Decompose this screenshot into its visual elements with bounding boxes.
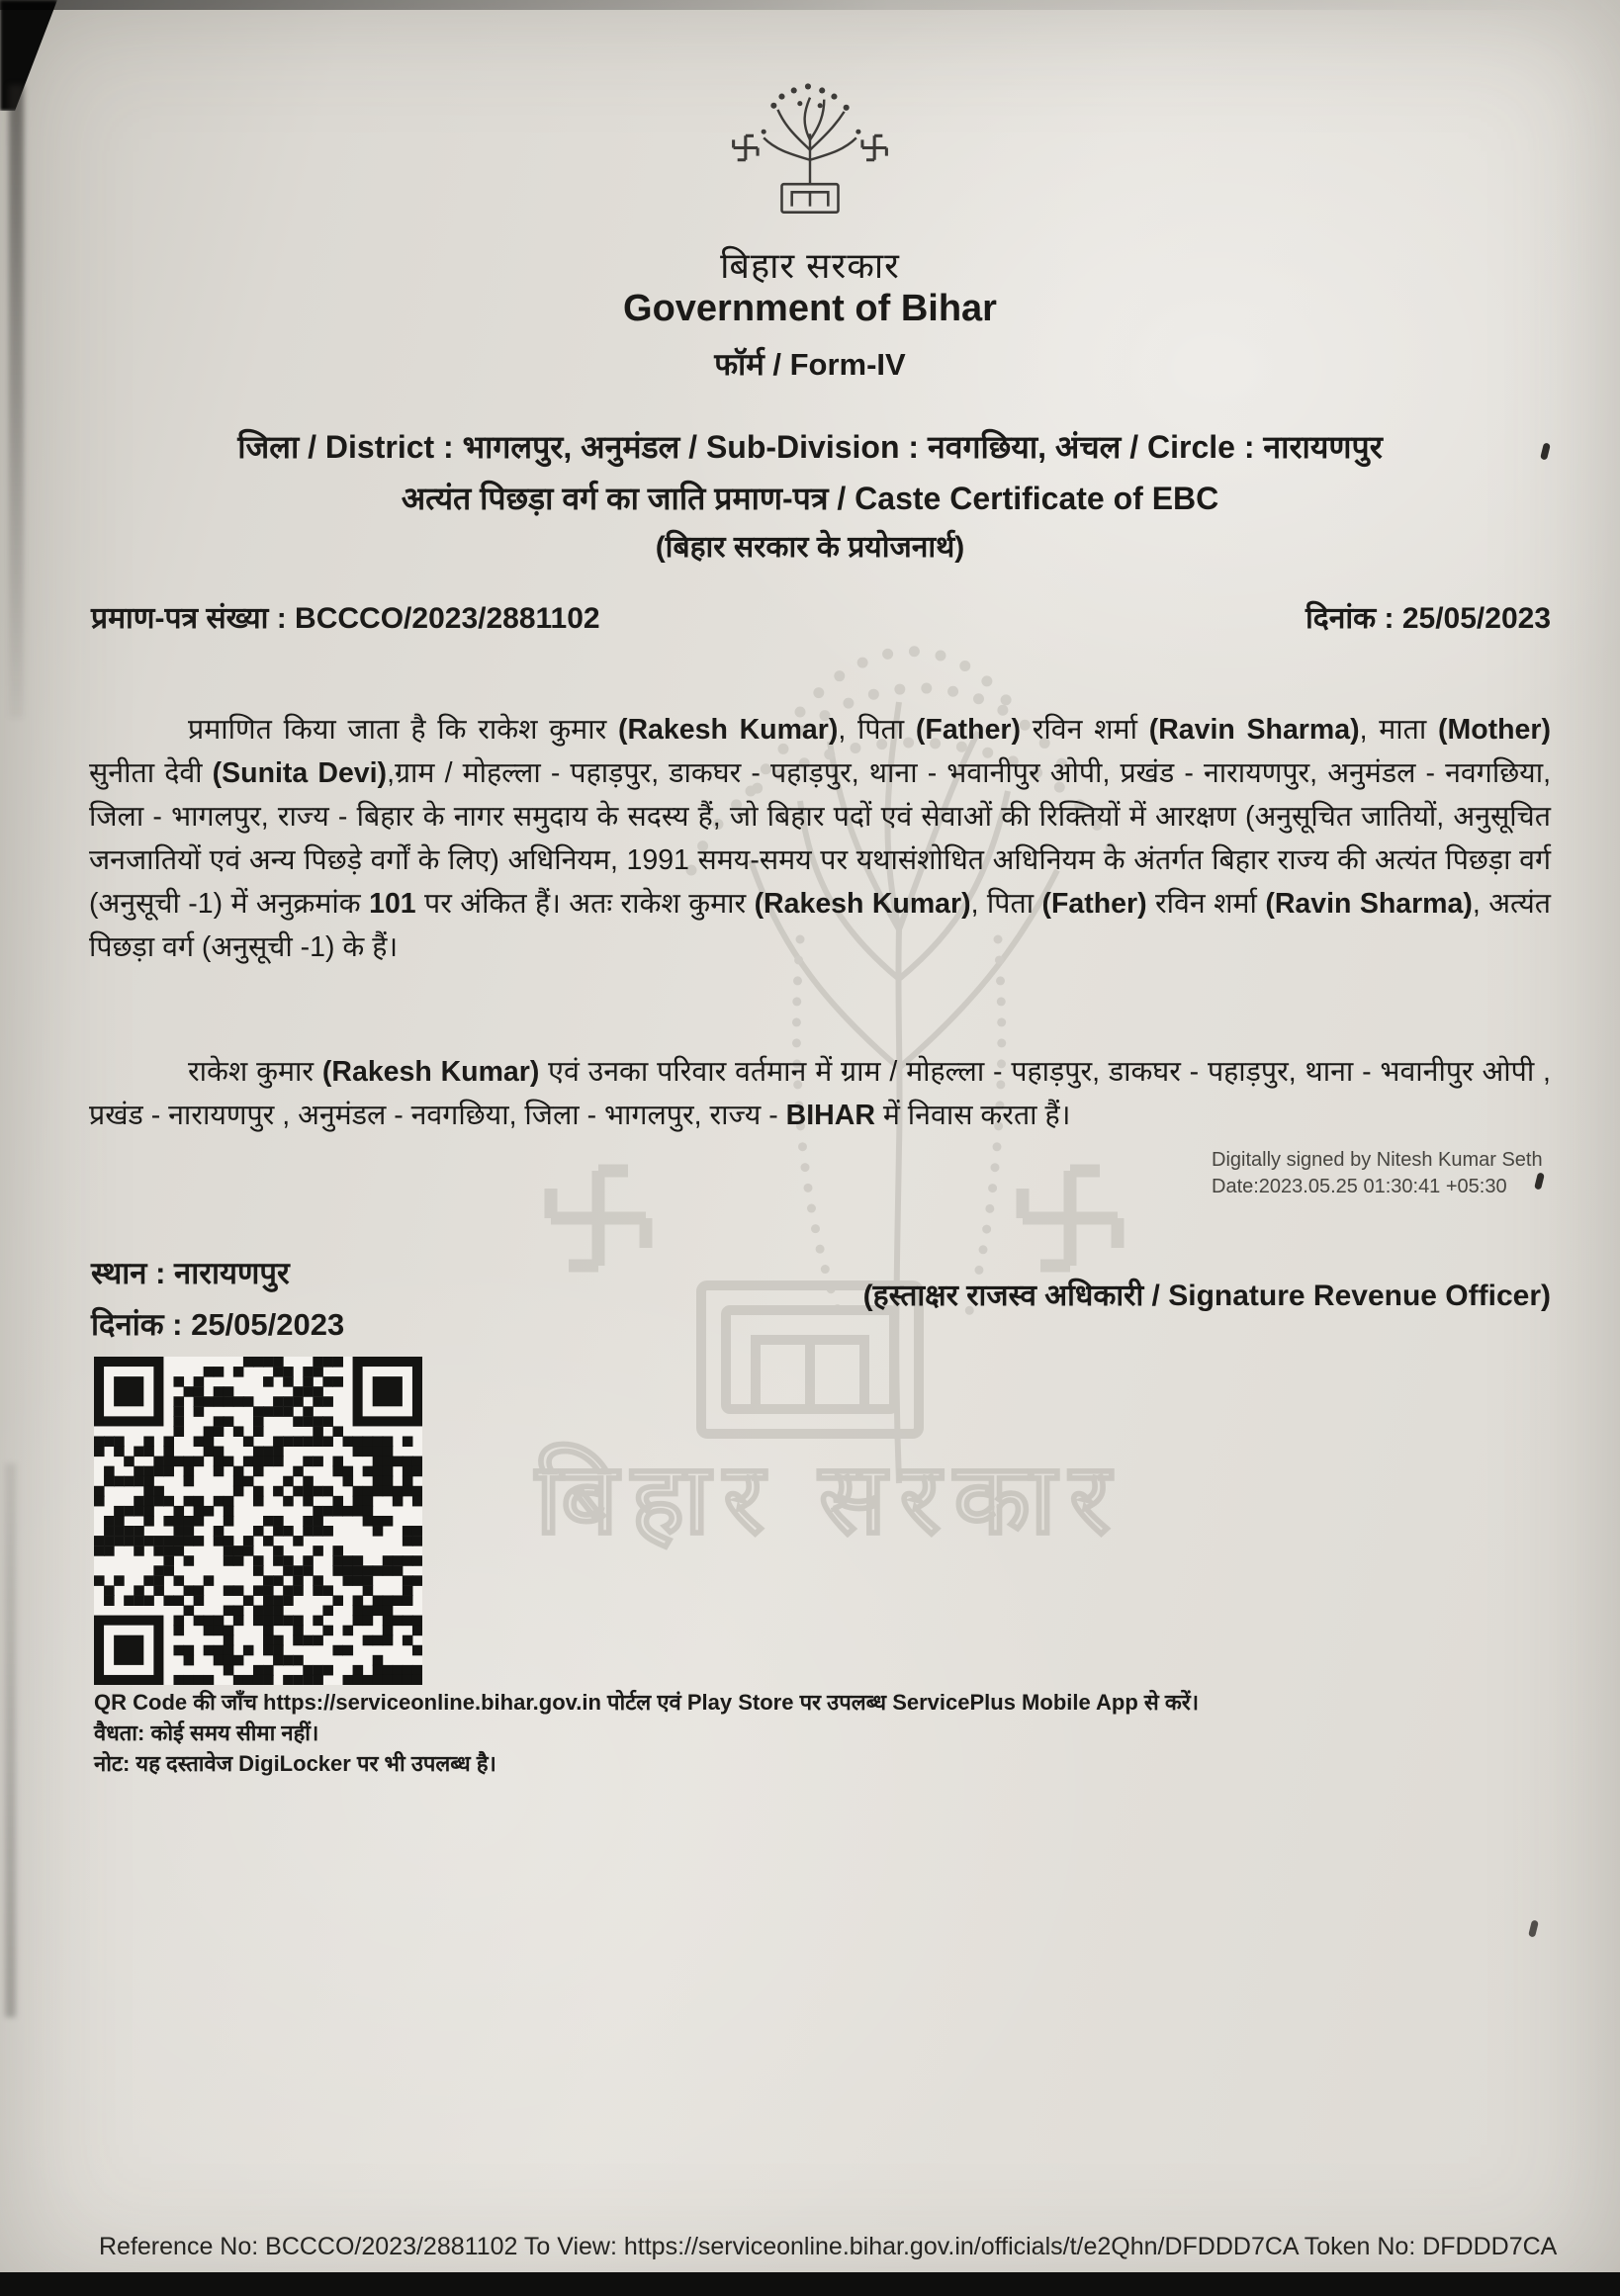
- reference-line: Reference No: BCCCO/2023/2881102 To View: https://serviceonline.bihar.gov.in/officials/t/e2Qhn/DFDDD7CA Token No: DFDDD7CA: [99, 2233, 1558, 2259]
- scan-artifact-ink-mark: [1528, 1919, 1539, 1937]
- place-line: स्थान : नारायणपुर: [91, 1256, 290, 1290]
- digital-signature-line1: Digitally signed by Nitesh Kumar Seth: [1212, 1149, 1543, 1171]
- watermark-text: बिहार सरकार: [535, 1444, 1125, 1554]
- digital-signature-block: [1212, 1147, 1543, 1200]
- certificate-title: अत्यंत पिछड़ा वर्ग का जाति प्रमाण-पत्र / Caste Certificate of EBC: [401, 481, 1219, 516]
- digital-signature-line2: Date:2023.05.25 01:30:41 +05:30: [1212, 1176, 1507, 1197]
- certificate-number: प्रमाण-पत्र संख्या : BCCCO/2023/2881102: [91, 602, 600, 635]
- form-number: फॉर्म / Form-IV: [714, 347, 906, 382]
- scan-artifact-top-shade: [0, 0, 1620, 10]
- digilocker-note: नोट: यह दस्तावेज DigiLocker पर भी उपलब्ध है।: [94, 1751, 496, 1776]
- government-title-english: Government of Bihar: [623, 288, 997, 329]
- scan-bottom-bar: [0, 2272, 1620, 2296]
- emblem-base: [781, 184, 838, 213]
- certificate-paragraph-1: प्रमाणित किया जाता है कि राकेश कुमार (Rakesh Kumar), पिता (Father) रविन शर्मा (Ravin Sharma), माता (Mother) सुनीता देवी (Sunita Devi),ग्राम / मोहल्ला - पहाड़पुर, डाकघर - पहाड़पुर, थाना - भवानीपुर ओपी, प्रखंड - नारायणपुर, अनुमंडल - नवगछिया, जिला - भागलपुर, राज्य - बिहार के नागर समुदाय के सदस्य हैं, जो बिहार पदों एवं सेवाओं की रिक्तियों में आरक्षण (अनुसूचित जातियों, अनुसूचित जनजातियों एवं अन्य पिछड़े वर्गों के लिए) अधिनियम, 1991 समय-समय पर यथासंशोधित अधिनियम के अंतर्गत बिहार राज्य की अत्यंत पिछड़ा वर्ग (अनुसूची -1) में अनुक्रमांक 101 पर अंकित हैं। अतः राकेश कुमार (Rakesh Kumar), पिता (Father) रविन शर्मा (Ravin Sharma), अत्यंत पिछड़ा वर्ग (अनुसूची -1) के हैं।: [89, 714, 1552, 963]
- certificate-paragraph-2: राकेश कुमार (Rakesh Kumar) एवं उनका परिवार वर्तमान में ग्राम / मोहल्ला - पहाड़पुर, डाकघर - पहाड़पुर, थाना - भवानीपुर ओपी , प्रखंड - नारायणपुर , अनुमंडल - नवगछिया, जिला - भागलपुर, राज्य - BIHAR में निवास करता हैं।: [89, 1056, 1551, 1131]
- revenue-officer-signature-line: (हस्ताक्षर राजस्व अधिकारी / Signature Revenue Officer): [862, 1280, 1551, 1312]
- scan-artifact-left-streak-lower: [5, 1463, 16, 2017]
- purpose-line: (बिहार सरकार के प्रयोजनार्थ): [655, 531, 965, 564]
- signature-date-line: दिनांक : 25/05/2023: [91, 1307, 345, 1342]
- watermark-swastika-icons: [551, 1171, 1118, 1266]
- bihar-emblem-icon: [719, 63, 901, 229]
- certificate-number-row: [91, 596, 1551, 637]
- validity-note: वैधता: कोई समय सीमा नहीं।: [94, 1721, 319, 1745]
- government-title-hindi: बिहार सरकार: [720, 245, 900, 286]
- footer-notes: [94, 1687, 1199, 1779]
- district-subdivision-circle-line: जिला / District : भागलपुर, अनुमंडल / Sub-Division : नवगछिया, अंचल / Circle : नारायणपुर: [237, 429, 1383, 465]
- issue-date: दिनांक : 25/05/2023: [1305, 602, 1551, 635]
- qr-verification-note: QR Code की जाँच https://serviceonline.bihar.gov.in पोर्टल एवं Play Store पर उपलब्ध ServicePlus Mobile App से करें।: [94, 1690, 1200, 1715]
- scan-artifact-left-streak: [9, 85, 24, 718]
- qr-code: [94, 1357, 422, 1685]
